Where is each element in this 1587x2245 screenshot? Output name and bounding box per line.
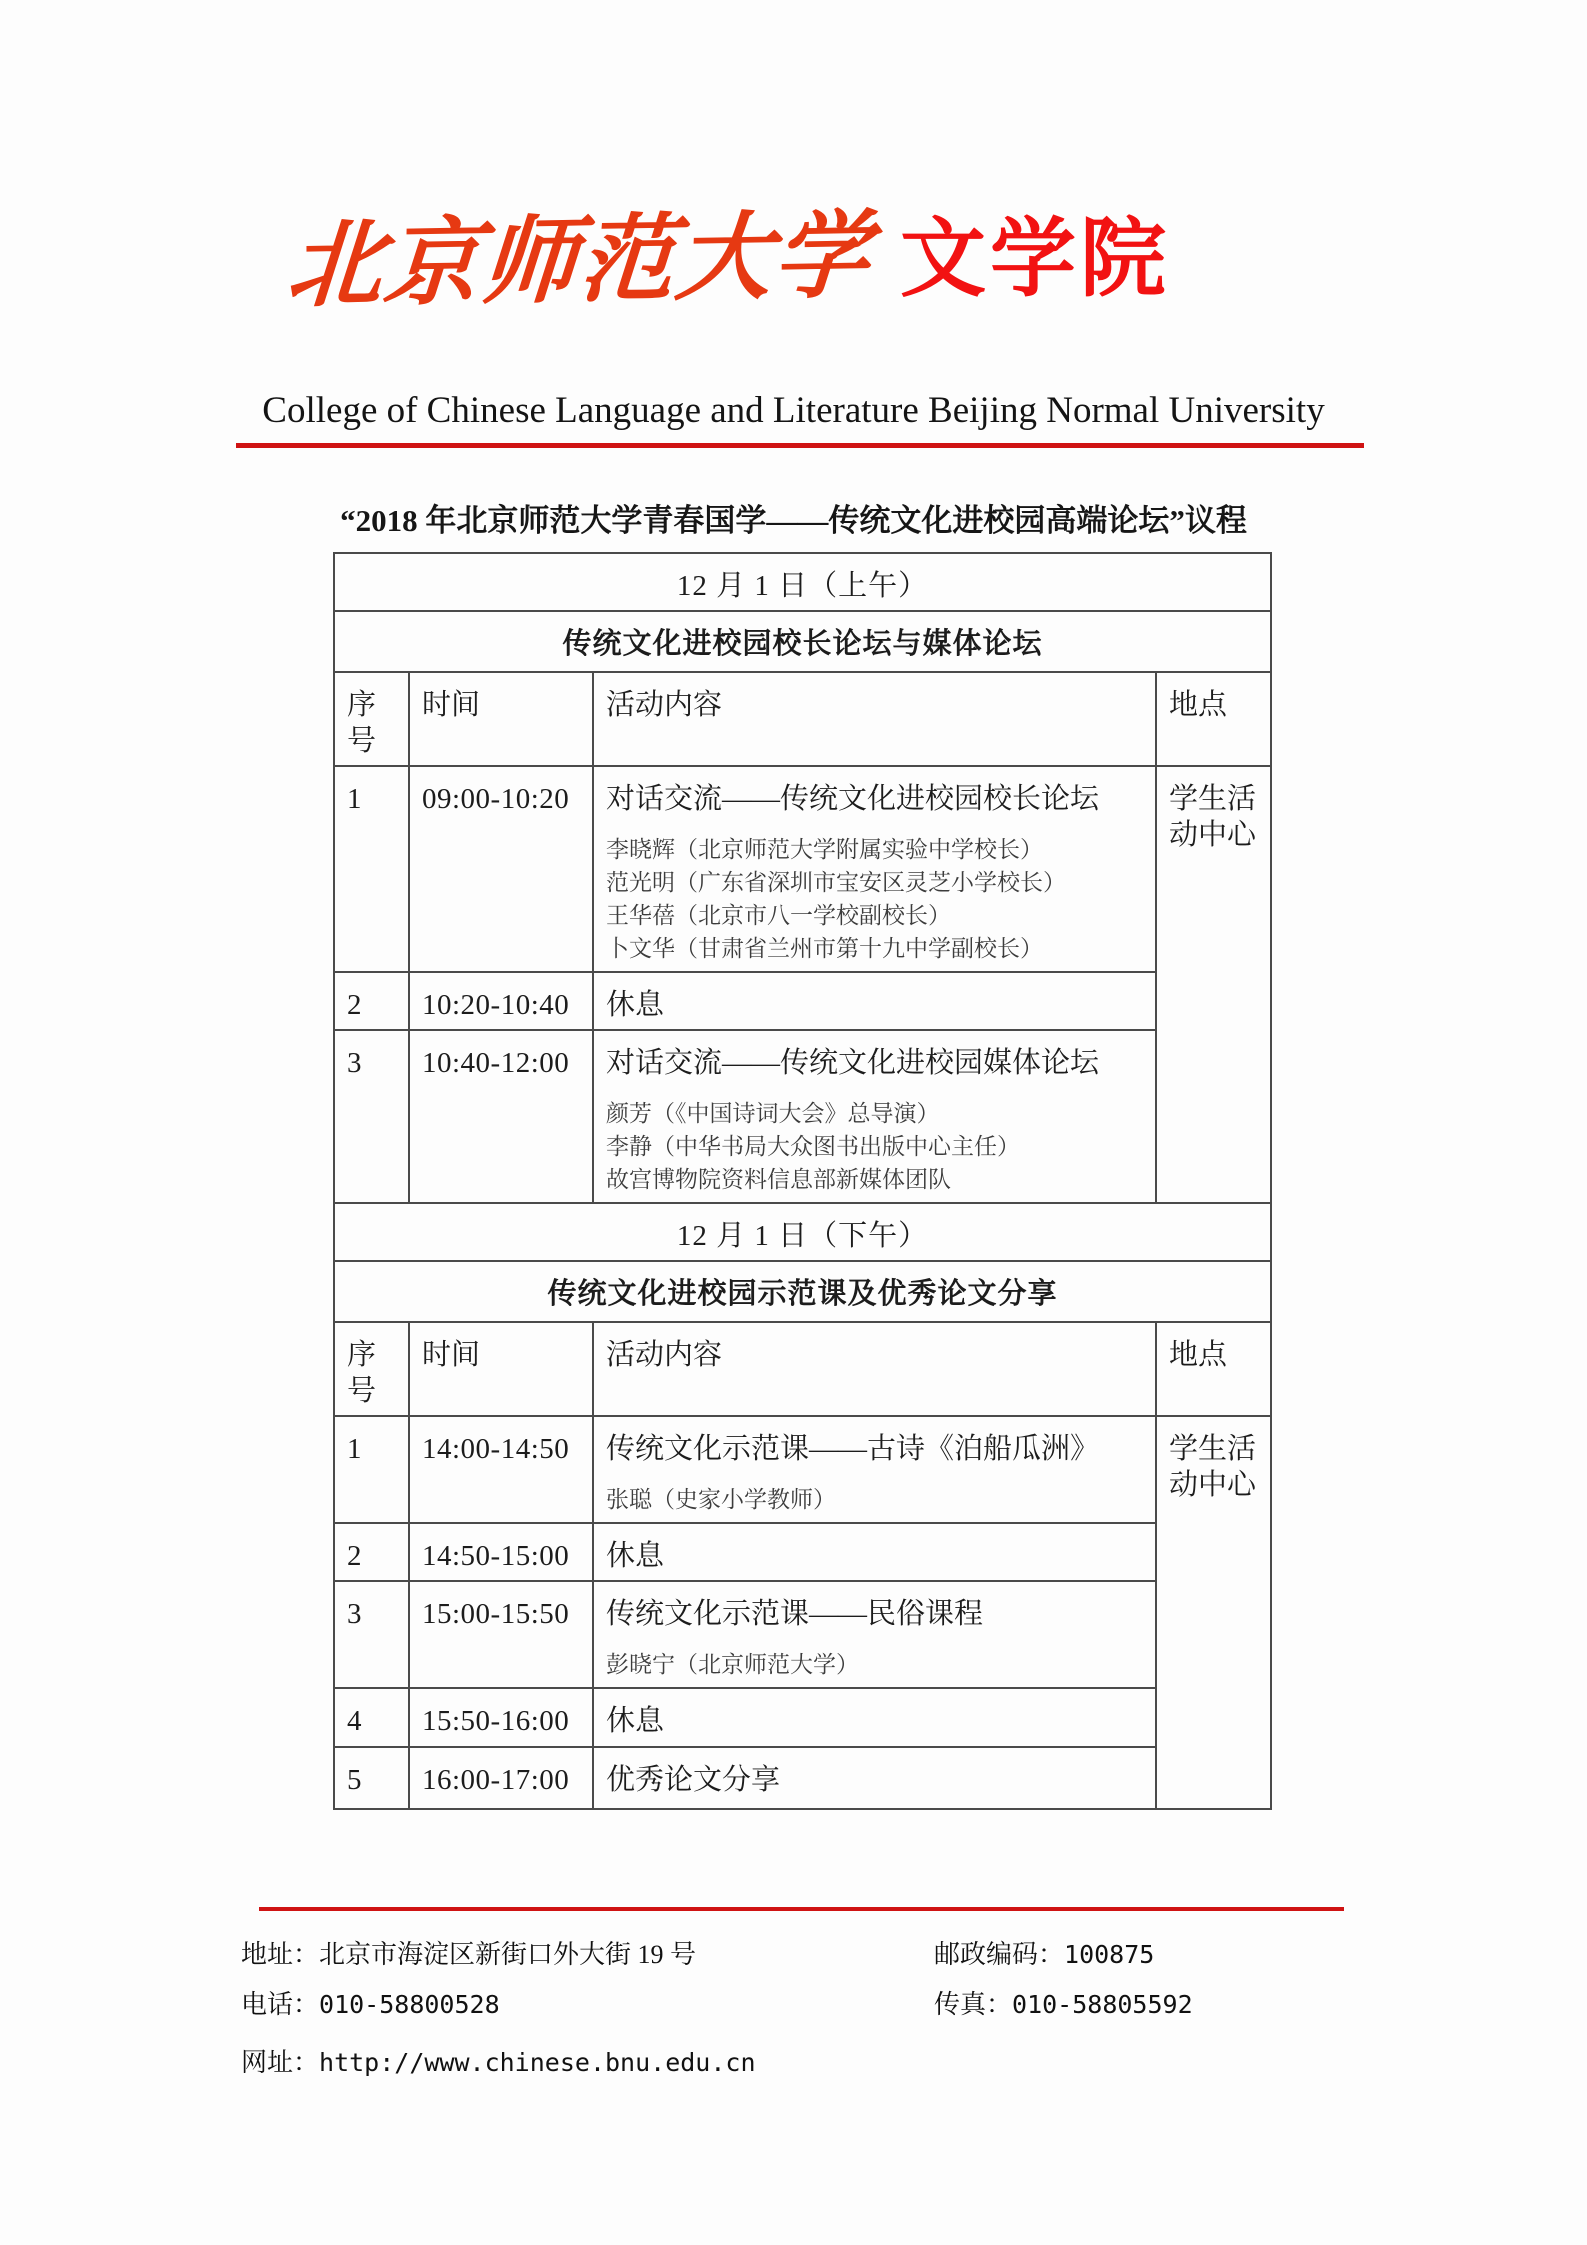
table-row-section-morning (334, 611, 1271, 672)
table-row (334, 1030, 1271, 1203)
table-row (334, 1416, 1271, 1523)
footer-phone (241, 1989, 500, 2021)
cell-time: 09:00-10:20 (409, 766, 593, 972)
footer-fax-label: 传真： (934, 1990, 1013, 2019)
cell-time: 15:00-15:50 (409, 1581, 593, 1688)
table-header-row-afternoon (334, 1322, 1271, 1416)
footer-phone-label: 电话： (241, 1990, 320, 2019)
participant-list (606, 1097, 1149, 1196)
participant: 故宫博物院资料信息部新媒体团队 (606, 1167, 951, 1192)
college-english-name: College of Chinese Language and Literature Beijing Normal University (262, 390, 1325, 431)
participant: 王华蓓（北京市八一学校副校长） (606, 903, 951, 928)
footer-phone-value: 010-58800528 (319, 1990, 500, 2019)
table-row-date-afternoon (334, 1203, 1271, 1261)
table-row (334, 972, 1271, 1030)
cell-no: 3 (334, 1030, 409, 1203)
footer-address-label: 地址： (241, 1940, 320, 1969)
table-header-row-morning (334, 672, 1271, 766)
cell-content (593, 1581, 1156, 1688)
agenda-title: “2018 年北京师范大学青春国学——传统文化进校园高端论坛”议程 (340, 503, 1247, 538)
participant: 彭晓宁（北京师范大学） (606, 1652, 859, 1677)
cell-time: 15:50-16:00 (409, 1688, 593, 1747)
footer-divider-rule (259, 1907, 1344, 1911)
section-title-afternoon: 传统文化进校园示范课及优秀论文分享 (334, 1261, 1271, 1322)
footer-postal-value: 100875 (1064, 1940, 1155, 1969)
cell-no: 1 (334, 1416, 409, 1523)
cell-content (593, 766, 1156, 972)
table-row (334, 1523, 1271, 1581)
cell-content (593, 1416, 1156, 1523)
cell-content: 休息 (593, 972, 1156, 1030)
footer-address-value: 北京市海淀区新街口外大街 19 号 (319, 1940, 697, 1969)
footer-website-value: http://www.chinese.bnu.edu.cn (319, 2048, 756, 2077)
university-calligraphy-logo: 北京师范大学 (283, 202, 875, 320)
cell-time: 14:50-15:00 (409, 1523, 593, 1581)
participant: 张聪（史家小学教师） (606, 1487, 836, 1512)
table-row (334, 1688, 1271, 1747)
header-divider-rule (236, 443, 1364, 448)
participant-list (606, 1483, 1149, 1516)
cell-content: 休息 (593, 1688, 1156, 1747)
cell-time: 10:20-10:40 (409, 972, 593, 1030)
activity-title: 对话交流——传统文化进校园校长论坛 (606, 783, 1100, 815)
activity-title: 对话交流——传统文化进校园媒体论坛 (606, 1047, 1100, 1079)
cell-no: 3 (334, 1581, 409, 1688)
university-logo (283, 202, 1171, 320)
column-header-no: 序号 (334, 1322, 409, 1416)
table-row (334, 1581, 1271, 1688)
footer-postal-label: 邮政编码： (934, 1940, 1065, 1969)
table-row (334, 766, 1271, 972)
cell-location-morning: 学生活动中心 (1156, 766, 1271, 1203)
cell-no: 1 (334, 766, 409, 972)
footer-website (241, 2047, 756, 2079)
college-name-text: 文学院 (900, 210, 1171, 307)
cell-no: 4 (334, 1688, 409, 1747)
column-header-time: 时间 (409, 1322, 593, 1416)
cell-no: 5 (334, 1747, 409, 1809)
column-header-no: 序号 (334, 672, 409, 766)
participant: 李静（中华书局大众图书出版中心主任） (606, 1134, 1020, 1159)
cell-content: 优秀论文分享 (593, 1747, 1156, 1809)
cell-content: 休息 (593, 1523, 1156, 1581)
participant-list (606, 1648, 1149, 1681)
participant: 颜芳（《中国诗词大会》总导演） (606, 1101, 940, 1126)
cell-location-afternoon: 学生活动中心 (1156, 1416, 1271, 1809)
participant: 范光明（广东省深圳市宝安区灵芝小学校长） (606, 870, 1066, 895)
section-title-morning: 传统文化进校园校长论坛与媒体论坛 (334, 611, 1271, 672)
column-header-location: 地点 (1156, 1322, 1271, 1416)
cell-no: 2 (334, 972, 409, 1030)
column-header-location: 地点 (1156, 672, 1271, 766)
participant: 李晓辉（北京师范大学附属实验中学校长） (606, 837, 1043, 862)
cell-time: 14:00-14:50 (409, 1416, 593, 1523)
column-header-content: 活动内容 (593, 1322, 1156, 1416)
footer-postal-code (934, 1939, 1154, 1971)
activity-title: 传统文化示范课——民俗课程 (606, 1598, 984, 1630)
date-label-morning: 12 月 1 日（上午） (334, 553, 1271, 611)
cell-no: 2 (334, 1523, 409, 1581)
column-header-content: 活动内容 (593, 672, 1156, 766)
table-row (334, 1747, 1271, 1809)
participant-list (606, 833, 1149, 965)
column-header-time: 时间 (409, 672, 593, 766)
footer-website-label: 网址： (241, 2048, 320, 2077)
table-row-section-afternoon (334, 1261, 1271, 1322)
agenda-table (333, 552, 1272, 1810)
cell-time: 16:00-17:00 (409, 1747, 593, 1809)
participant: 卜文华（甘肃省兰州市第十九中学副校长） (606, 936, 1043, 961)
date-label-afternoon: 12 月 1 日（下午） (334, 1203, 1271, 1261)
cell-time: 10:40-12:00 (409, 1030, 593, 1203)
footer-fax-value: 010-58805592 (1012, 1990, 1193, 2019)
footer-address (241, 1939, 696, 1971)
table-row-date-morning (334, 553, 1271, 611)
cell-content (593, 1030, 1156, 1203)
activity-title: 传统文化示范课——古诗《泊船瓜洲》 (606, 1433, 1100, 1465)
footer-fax (934, 1989, 1193, 2021)
